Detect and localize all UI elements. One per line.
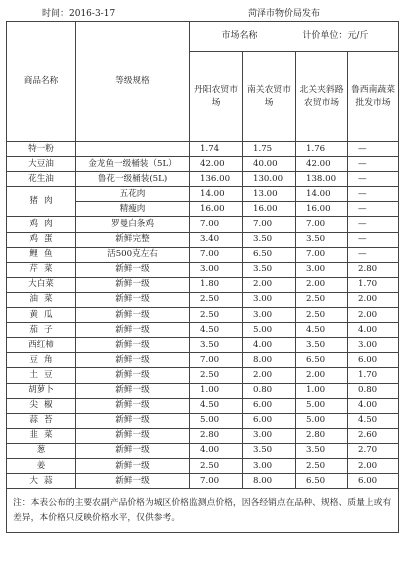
price-cell: 3.50 [190,338,243,353]
table-row [7,262,399,277]
price-cell: 130.00 [243,172,296,187]
grade-spec: 新鲜一级 [76,458,190,473]
price-cell: 4.00 [190,443,243,458]
price-cell: 6.00 [348,474,399,489]
table-row [7,277,399,292]
market-label: 市场名称 [221,31,258,41]
price-cell: 16.00 [296,202,348,217]
table-row [7,247,399,262]
market-column-header: 北关夹斜路农贸市场 [296,52,348,142]
price-cell: 2.00 [296,368,348,383]
grade-spec: 新鲜完整 [76,232,190,247]
product-name: 黄瓜 [7,308,76,323]
table-row [7,398,399,413]
price-cell: 2.70 [348,443,399,458]
price-cell: 3.00 [243,292,296,307]
price-cell: 7.00 [296,217,348,232]
price-cell: 16.00 [243,202,296,217]
price-cell: 4.50 [348,413,399,428]
price-cell: 1.76 [296,142,348,157]
product-name: 特一粉 [7,142,76,157]
table-row [7,428,399,443]
market-column-header: 丹阳农贸市场 [190,52,243,142]
product-name: 胡萝卜 [7,383,76,398]
market-column-header: 南关农贸市场 [243,52,296,142]
product-name: 豆角 [7,353,76,368]
price-cell: 5.00 [243,323,296,338]
table-row [7,187,399,202]
price-cell: 1.70 [348,277,399,292]
market-header [190,22,399,52]
table-row [7,157,399,172]
price-cell: 2.50 [190,308,243,323]
price-cell: 1.75 [243,142,296,157]
price-cell: 2.50 [296,458,348,473]
price-cell: 3.50 [243,443,296,458]
price-cell: 42.00 [190,157,243,172]
grade-spec: 新鲜一级 [76,277,190,292]
grade-spec: 新鲜一级 [76,383,190,398]
release-date: 时间：2016-3-17 [42,9,116,19]
price-cell: — [348,187,399,202]
price-cell: 3.00 [348,338,399,353]
price-cell: 7.00 [190,217,243,232]
product-name: 尖椒 [7,398,76,413]
price-cell: 3.00 [190,262,243,277]
grade-spec: 新鲜一级 [76,353,190,368]
product-name: 茄子 [7,323,76,338]
footnote: 注：本表公布的主要农副产品价格为城区价格监测点价格，因各经销点在品种、规格、质量上或有差异，本价格只反映价格水平，仅供参考。 [7,489,399,533]
price-cell: 3.50 [296,338,348,353]
price-cell: 2.60 [348,428,399,443]
table-row [7,368,399,383]
product-name: 西红柿 [7,338,76,353]
price-cell: 3.00 [296,262,348,277]
price-cell: 14.00 [190,187,243,202]
grade-spec: 新鲜一级 [76,338,190,353]
price-cell: 4.00 [243,338,296,353]
price-cell: 2.00 [243,368,296,383]
price-cell: — [348,232,399,247]
product-name: 姜 [7,458,76,473]
price-cell: — [348,247,399,262]
product-name: 芹菜 [7,262,76,277]
table-row [7,292,399,307]
price-cell: 7.00 [190,474,243,489]
price-cell: 14.00 [296,187,348,202]
price-cell: 2.80 [348,262,399,277]
table-row [7,383,399,398]
table-row [7,338,399,353]
grade-spec: 新鲜一级 [76,292,190,307]
publisher: 菏泽市物价局发布 [248,9,321,19]
price-cell: 3.50 [243,262,296,277]
price-cell: 2.50 [296,308,348,323]
price-cell: 1.80 [190,277,243,292]
price-cell: 3.00 [243,458,296,473]
price-cell: 5.00 [296,398,348,413]
grade-spec: 鲁花一级桶装(5L) [76,172,190,187]
price-cell: 6.50 [296,474,348,489]
grade-column-header: 等级规格 [76,22,190,142]
price-cell: 3.00 [243,308,296,323]
grade-spec: 金龙鱼一级桶装（5L） [76,157,190,172]
price-cell: 2.00 [348,292,399,307]
price-cell: 6.00 [348,353,399,368]
price-cell: 4.50 [190,398,243,413]
price-cell: 42.00 [296,157,348,172]
price-cell: 5.00 [296,413,348,428]
price-cell: 4.50 [190,323,243,338]
table-row [7,232,399,247]
price-cell: 4.00 [348,323,399,338]
price-cell: 13.00 [243,187,296,202]
price-cell: — [348,202,399,217]
table-row [7,474,399,489]
grade-spec: 新鲜一级 [76,443,190,458]
product-name: 鲤鱼 [7,247,76,262]
price-cell: 2.50 [190,292,243,307]
table-row [7,353,399,368]
grade-spec: 活500克左右 [76,247,190,262]
price-cell: 3.00 [243,428,296,443]
table-row [7,217,399,232]
grade-spec: 新鲜一级 [76,308,190,323]
price-cell: 1.00 [190,383,243,398]
grade-spec: 新鲜一级 [76,474,190,489]
price-cell: — [348,217,399,232]
price-cell: 1.70 [348,368,399,383]
table-row [7,172,399,187]
price-cell: 7.00 [190,353,243,368]
price-cell: 4.00 [348,398,399,413]
price-cell: 6.50 [296,353,348,368]
price-cell: 138.00 [296,172,348,187]
price-cell: 3.50 [243,232,296,247]
price-cell: 2.00 [348,308,399,323]
price-cell: 7.00 [296,247,348,262]
price-cell: — [348,142,399,157]
price-cell: 2.50 [296,292,348,307]
price-cell: 2.00 [348,458,399,473]
table-row [7,308,399,323]
price-cell: 8.00 [243,474,296,489]
product-name: 韭菜 [7,428,76,443]
price-cell: 3.40 [190,232,243,247]
table-row [7,142,399,157]
price-cell: 3.50 [296,443,348,458]
price-cell: 6.00 [243,413,296,428]
grade-spec: 新鲜一级 [76,323,190,338]
price-cell: 4.50 [296,323,348,338]
table-row [7,323,399,338]
price-cell: 1.74 [190,142,243,157]
grade-spec: 新鲜一级 [76,368,190,383]
price-cell: 5.00 [190,413,243,428]
price-table [6,21,399,533]
table-row [7,443,399,458]
product-name: 鸡蛋 [7,232,76,247]
price-cell: 2.00 [296,277,348,292]
price-cell: 2.80 [296,428,348,443]
price-cell: — [348,172,399,187]
product-name: 葱 [7,443,76,458]
price-cell: 6.50 [243,247,296,262]
grade-spec: 精瘦肉 [76,202,190,217]
page-header [0,0,400,22]
product-name: 鸡肉 [7,217,76,232]
price-cell: 2.50 [190,368,243,383]
product-name: 大蒜 [7,474,76,489]
table-row [7,413,399,428]
product-name: 大白菜 [7,277,76,292]
unit-label: 计价单位：元/斤 [302,31,369,41]
price-cell: 6.00 [243,398,296,413]
product-name: 大豆油 [7,157,76,172]
price-cell: 1.00 [296,383,348,398]
product-name: 花生油 [7,172,76,187]
market-column-header: 鲁西南蔬菜批发市场 [348,52,399,142]
grade-spec: 五花肉 [76,187,190,202]
price-cell: 7.00 [190,247,243,262]
product-name: 油菜 [7,292,76,307]
grade-spec: 罗曼白条鸡 [76,217,190,232]
table-row [7,458,399,473]
grade-spec [76,142,190,157]
price-cell: 2.50 [190,458,243,473]
price-cell: — [348,157,399,172]
grade-spec: 新鲜一级 [76,398,190,413]
grade-spec: 新鲜一级 [76,262,190,277]
price-cell: 0.80 [243,383,296,398]
price-cell: 0.80 [348,383,399,398]
price-cell: 136.00 [190,172,243,187]
product-column-header: 商品名称 [7,22,76,142]
price-cell: 40.00 [243,157,296,172]
price-cell: 2.80 [190,428,243,443]
price-cell: 8.00 [243,353,296,368]
product-name: 猪肉 [7,187,76,217]
price-cell: 3.50 [296,232,348,247]
price-cell: 2.00 [243,277,296,292]
price-cell: 16.00 [190,202,243,217]
price-cell: 7.00 [243,217,296,232]
product-name: 蒜苔 [7,413,76,428]
grade-spec: 新鲜一级 [76,428,190,443]
grade-spec: 新鲜一级 [76,413,190,428]
product-name: 土豆 [7,368,76,383]
